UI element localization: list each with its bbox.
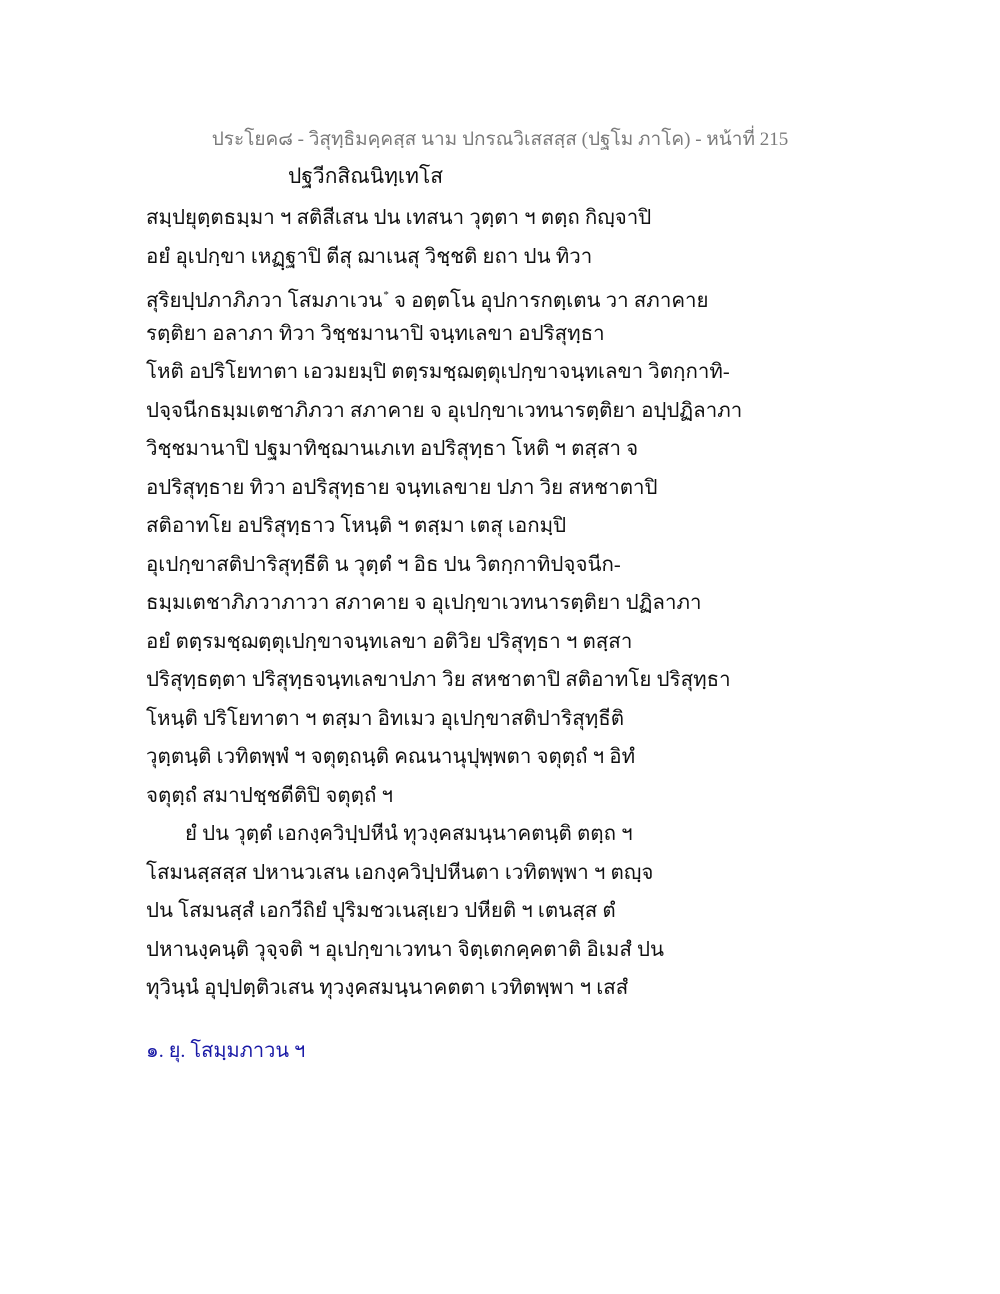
body-line: ปจฺจนีกธมฺมเตชาภิภวา สภาคาย จ อุเปกฺขาเวทนารตฺติยา อปฺปฏิลาภา: [146, 399, 743, 422]
section-title: ปฐวีกสิณนิทฺเทโส: [288, 164, 444, 188]
body-line: สมฺปยุตฺตธมฺมา ฯ สติสีเสน ปน เทสนา วุตฺตา ฯ ตตฺถ กิญฺจาปิ: [146, 207, 652, 229]
body-line-start: สุริยปฺปภาภิภวา โสมภาเวน: [146, 290, 383, 312]
body-line: ปริสุทฺธตฺตา ปริสุทฺธจนฺทเลขาปภา วิย สหชาตาปิ สติอาทโย ปริสุทฺธา: [146, 669, 731, 691]
body-line: อุเปกฺขาสติปาริสุทฺธีติ น วุตฺตํ ฯ อิธ ปน วิตกฺกาทิปจฺจนีก-: [146, 553, 621, 576]
body-line: ปหานงฺคนฺติ วุจฺจติ ฯ อุเปกฺขาเวทนา จิตฺเตกคฺคตาติ อิเมสํ ปน: [146, 938, 665, 961]
body-line: รตฺติยา อลาภา ทิวา วิชฺชมานาปิ จนฺทเลขา อปริสุทฺธา: [146, 322, 605, 345]
footnote: ๑. ยุ. โสมฺมภาวน ฯ: [146, 1040, 306, 1062]
body-line: ธมฺมเตชาภิภวาภาวา สภาคาย จ อุเปกฺขาเวทนารตฺติยา ปฏิลาภา: [146, 592, 702, 614]
page-header: ประโยค๘ - วิสุทฺธิมคฺคสฺส นาม ปกรณวิเสสสฺส (ปฐโม ภาโค) - หน้าที่ 215: [211, 129, 789, 150]
body-line: โหติ อปริโยทาตา เอวมยมฺปิ ตตฺรมชฺฌตฺตุเปกฺขาจนฺทเลขา วิตกฺกาทิ-: [146, 361, 730, 383]
footnote-marker: *: [383, 289, 389, 301]
body-line: [146, 276, 766, 315]
body-line: อยํ อุเปกฺขา เหฏฺฐาปิ ตีสุ ฌาเนสุ วิชฺชติ ยถา ปน ทิวา: [146, 245, 593, 268]
body-line-end: จ อตฺตโน อุปการกตฺเตน วา สภาคาย: [388, 290, 709, 312]
body-line: วุตฺตนฺติ เวทิตพฺพํ ฯ จตุตฺถนฺติ คณนานุปุพฺพตา จตุตฺถํ ฯ อิทํ: [146, 746, 636, 768]
paragraph-start-line: ยํ ปน วุตฺตํ เอกงฺควิปฺปหีนํ ทุวงฺคสมนฺนาคตนฺติ ตตฺถ ฯ: [185, 823, 633, 845]
body-line: จตุตฺถํ สมาปชฺชตีติปิ จตุตฺถํ ฯ: [146, 784, 394, 807]
body-line: ปน โสมนสฺสํ เอกวีถิยํ ปุริมชวเนสฺเยว ปหียติ ฯ เตนสฺส ตํ: [146, 900, 616, 922]
body-line: วิชฺชมานาปิ ปฐมาทิชฺฌานเภเท อปริสุทฺธา โหติ ฯ ตสฺสา จ: [146, 438, 639, 460]
body-line: สติอาทโย อปริสุทฺธาว โหนฺติ ฯ ตสฺมา เตสุ เอกมฺปิ: [146, 515, 567, 537]
body-line: อยํ ตตฺรมชฺฌตฺตุเปกฺขาจนฺทเลขา อติวิย ปริสุทฺธา ฯ ตสฺสา: [146, 630, 633, 653]
body-line: ทุวินฺนํ อุปฺปตฺติวเสน ทุวงฺคสมนฺนาคตตา เวทิตพฺพา ฯ เสสํ: [146, 977, 629, 999]
body-line: อปริสุทฺธาย ทิวา อปริสุทฺธาย จนฺทเลขาย ปภา วิย สหชาตาปิ: [146, 476, 658, 499]
body-line: โสมนสฺสสฺส ปหานวเสน เอกงฺควิปฺปหีนตา เวทิตพฺพา ฯ ตญฺจ: [146, 861, 654, 884]
body-line: โหนฺติ ปริโยทาตา ฯ ตสฺมา อิทเมว อุเปกฺขาสติปาริสุทฺธีติ: [146, 707, 625, 730]
body-text: [146, 199, 766, 1008]
